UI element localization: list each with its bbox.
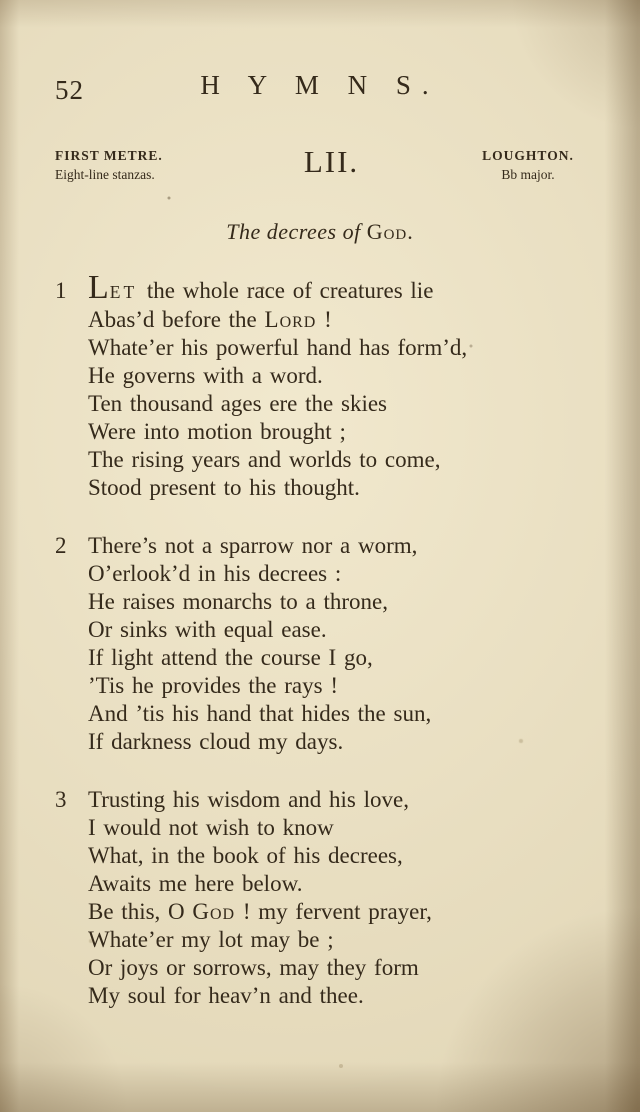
stanza-1 [0, 269, 640, 502]
hymn-title-name: God. [366, 219, 414, 244]
stanza-line: Trusting his wisdom and his love, [88, 787, 409, 812]
tune-info [468, 148, 588, 183]
page-number: 52 [55, 75, 84, 105]
stanza-line [88, 269, 640, 306]
stanza-line: If light attend the course I go, [88, 645, 373, 670]
hymn-number: LII. [303, 144, 360, 179]
stanza-line: Stood present to his thought. [88, 475, 360, 500]
stanza-line: Whate’er my lot may be ; [88, 927, 334, 952]
stanza-number: 2 [55, 533, 67, 558]
metre-label: FIRST METRE. [55, 148, 163, 163]
line-text: Abas’d before the [88, 307, 265, 332]
stanza-line: O’erlook’d in his decrees : [88, 561, 342, 586]
hymn-title [0, 219, 640, 245]
stanza-line: My soul for heav’n and thee. [88, 983, 364, 1008]
stanza-lines [88, 269, 640, 502]
line-text: the whole race of creatures lie [139, 278, 434, 303]
stanza-number: 1 [55, 278, 67, 303]
line-text: ! [316, 307, 332, 332]
stanza-line: I would not wish to know [88, 815, 334, 840]
stanza-line: Or sinks with equal ease. [88, 617, 327, 642]
hymn-title-lead: The decrees of [226, 219, 361, 244]
stanza-lines [88, 786, 640, 1010]
stanza-line [88, 306, 640, 334]
stanza-line: He governs with a word. [88, 363, 323, 388]
book-title: H Y M N S. [200, 70, 440, 100]
stanza-line: Whate’er his powerful hand has form’d, [88, 335, 468, 360]
stanza-line: There’s not a sparrow nor a worm, [88, 533, 418, 558]
stanza-line [88, 898, 640, 926]
opening-small-caps: ET [109, 282, 138, 302]
tune-key: Bb major. [501, 167, 555, 182]
stanza-line: What, in the book of his decrees, [88, 843, 403, 868]
divine-name: Lord [264, 307, 317, 332]
stanza-line: If darkness cloud my days. [88, 729, 344, 754]
tune-name: LOUGHTON. [482, 148, 574, 163]
hymn-meta-row [0, 144, 640, 183]
stanza-line: Awaits me here below. [88, 871, 303, 896]
hymn-body [0, 269, 640, 1010]
drop-capital: L [88, 269, 109, 306]
stanza-line: The rising years and worlds to come, [88, 447, 441, 472]
stanza-2 [0, 532, 640, 756]
page-header [0, 0, 640, 104]
stanza-line: And ’tis his hand that hides the sun, [88, 701, 432, 726]
stanza-lines [88, 532, 640, 756]
line-text: ! my fervent prayer, [235, 899, 432, 924]
stanza-line: Were into motion brought ; [88, 419, 346, 444]
stanza-number: 3 [55, 787, 67, 812]
metre-detail: Eight-line stanzas. [55, 167, 155, 182]
stanza-line: Ten thousand ages ere the skies [88, 391, 387, 416]
divine-name: God [192, 899, 236, 924]
stanza-line: Or joys or sorrows, may they form [88, 955, 419, 980]
line-text: Be this, O [88, 899, 193, 924]
stanza-line: ’Tis he provides the rays ! [88, 673, 338, 698]
stanza-line: He raises monarchs to a throne, [88, 589, 388, 614]
metre-info [55, 148, 195, 183]
stanza-3 [0, 786, 640, 1010]
